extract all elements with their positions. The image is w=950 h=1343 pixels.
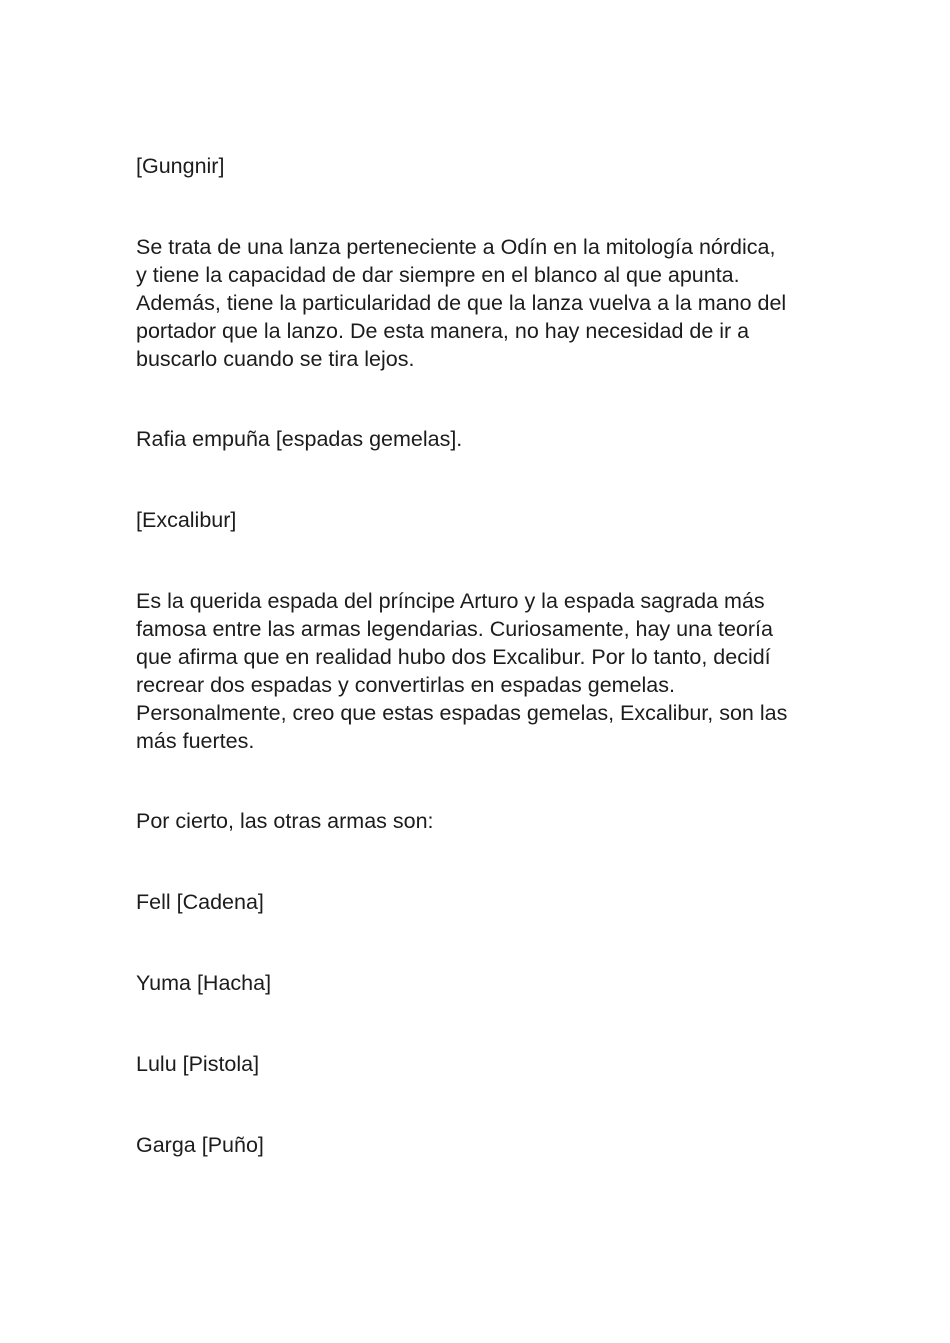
paragraph-line: portador que la lanzo. De esta manera, no hay necesidad de ir a — [136, 319, 750, 343]
weapon-item-yuma: Yuma [Hacha] — [136, 971, 272, 995]
paragraph-line: y tiene la capacidad de dar siempre en el blanco al que apunta. — [136, 263, 740, 287]
paragraph-line: recrear dos espadas y convertirlas en espadas gemelas. — [136, 673, 675, 697]
weapon-item-fell: Fell [Cadena] — [136, 890, 264, 914]
paragraph-line: Personalmente, creo que estas espadas gemelas, Excalibur, son las — [136, 701, 788, 725]
paragraph-line: que afirma que en realidad hubo dos Excalibur. Por lo tanto, decidí — [136, 645, 771, 669]
paragraph-line: más fuertes. — [136, 729, 255, 753]
excalibur-paragraph — [136, 587, 836, 755]
paragraph-line: famosa entre las armas legendarias. Curiosamente, hay una teoría — [136, 617, 773, 641]
weapon-item-lulu: Lulu [Pistola] — [136, 1052, 260, 1076]
other-weapons-intro: Por cierto, las otras armas son: — [136, 809, 434, 833]
paragraph-line: Se trata de una lanza perteneciente a Odín en la mitología nórdica, — [136, 235, 776, 259]
excalibur-heading: [Excalibur] — [136, 508, 237, 532]
weapon-item-garga: Garga [Puño] — [136, 1133, 264, 1157]
gungnir-heading: [Gungnir] — [136, 154, 225, 178]
paragraph-line: Además, tiene la particularidad de que la lanza vuelva a la mano del — [136, 291, 787, 315]
rafia-line: Rafia empuña [espadas gemelas]. — [136, 427, 463, 451]
paragraph-line: buscarlo cuando se tira lejos. — [136, 347, 415, 371]
gungnir-paragraph — [136, 233, 836, 373]
paragraph-line: Es la querida espada del príncipe Arturo y la espada sagrada más — [136, 589, 765, 613]
